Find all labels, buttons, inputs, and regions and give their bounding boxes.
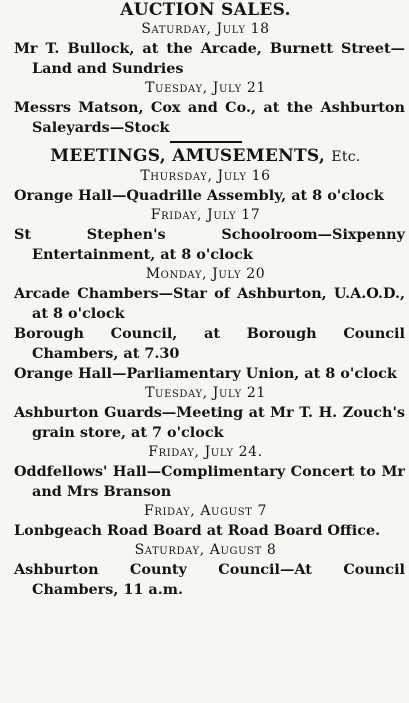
- meetings-heading-etc: Etc.: [331, 149, 361, 165]
- date-line: Friday, July 24.: [148, 444, 263, 460]
- listing-entry: Ashburton County Council—At Council Chambers, 11 a.m.: [14, 561, 405, 598]
- listing-entry: St Stephen's Schoolroom—Sixpenny Entertainment, at 8 o'clock: [14, 226, 405, 263]
- listing-entry: Lonbgeach Road Board at Road Board Office.: [14, 522, 381, 539]
- meetings-heading-text: MEETINGS, AMUSEMENTS,: [50, 146, 326, 166]
- auction-sales-heading: AUCTION SALES.: [120, 0, 291, 20]
- listing-entry: Arcade Chambers—Star of Ashburton, U.A.O.D., at 8 o'clock: [14, 285, 405, 322]
- date-line: Saturday, August 8: [134, 542, 277, 558]
- listing-entry: Messrs Matson, Cox and Co., at the Ashburton Saleyards—Stock: [14, 99, 405, 136]
- listing-entry: Ashburton Guards—Meeting at Mr T. H. Zouch's grain store, at 7 o'clock: [14, 404, 405, 441]
- date-line: Thursday, July 16: [140, 168, 271, 184]
- listing-entry: Borough Council, at Borough Council Chambers, at 7.30: [14, 325, 405, 362]
- date-line: Friday, August 7: [144, 503, 267, 519]
- date-line: Tuesday, July 21: [145, 80, 266, 96]
- date-line: Tuesday, July 21: [145, 385, 266, 401]
- listing-entry: Oddfellows' Hall—Complimentary Concert to Mr and Mrs Branson: [14, 463, 405, 500]
- listing-entry: Orange Hall—Parliamentary Union, at 8 o'clock: [14, 365, 397, 382]
- listing-entry: Orange Hall—Quadrille Assembly, at 8 o'clock: [14, 187, 384, 204]
- listing-entry: Mr T. Bullock, at the Arcade, Burnett Street—Land and Sundries: [14, 40, 405, 77]
- date-line: Saturday, July 18: [141, 21, 270, 37]
- date-line: Friday, July 17: [150, 207, 261, 223]
- section-divider: [170, 141, 242, 143]
- meetings-heading: [6, 146, 405, 167]
- date-line: Monday, July 20: [145, 266, 266, 282]
